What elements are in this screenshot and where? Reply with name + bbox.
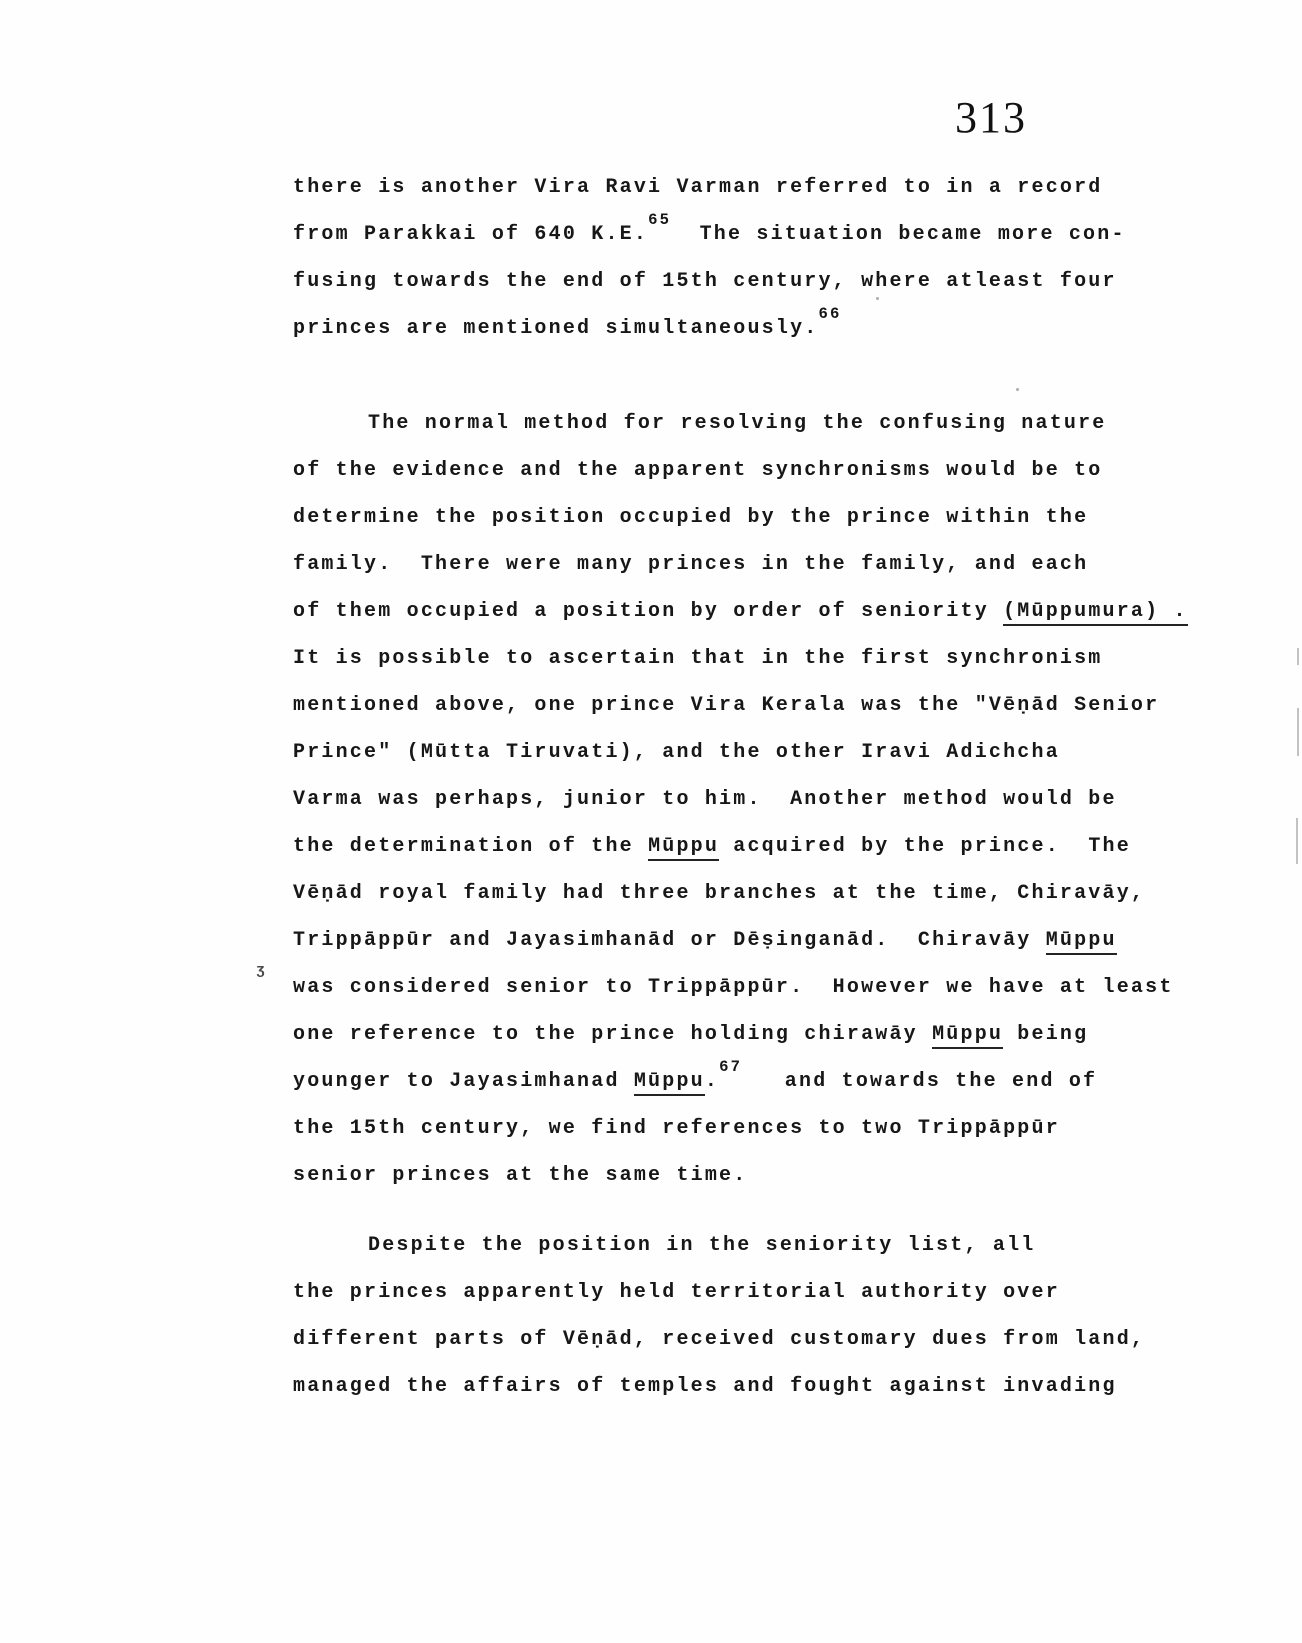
paragraph [293, 164, 1203, 352]
text-segment: Despite the position in the seniority list, all [368, 1234, 1036, 1257]
text-segment: one reference to the prince holding chirawāy [293, 1023, 933, 1046]
margin-stroke [1296, 818, 1298, 864]
text-line [293, 964, 1203, 1011]
text-segment: and towards the end of [742, 1070, 1098, 1093]
text-line [293, 494, 1203, 541]
footnote-ref: 66 [818, 305, 842, 324]
text-line [293, 164, 1203, 211]
text-line [293, 1222, 1203, 1269]
text-line [293, 588, 1203, 635]
text-line [293, 1152, 1203, 1199]
text-segment: of the evidence and the apparent synchronisms would be to [293, 459, 1103, 482]
text-line [293, 1269, 1203, 1316]
margin-mark-glyph: ʒ [256, 962, 266, 979]
text-segment: acquired by the prince. The [719, 835, 1131, 858]
text-segment: of them occupied a position by order of seniority [293, 600, 1004, 623]
text-line [293, 776, 1203, 823]
text-segment: determine the position occupied by the prince within the [293, 506, 1089, 529]
text-segment: The situation became more con- [671, 223, 1126, 246]
text-segment: fusing towards the end of 15th century, where atleast four [293, 270, 1117, 293]
paragraph [293, 1222, 1203, 1410]
footnote-ref: 65 [648, 211, 672, 230]
text-segment: from Parakkai of 640 K.E. [293, 223, 649, 246]
text-line [293, 1011, 1203, 1058]
text-line [293, 1363, 1203, 1410]
text-line [293, 541, 1203, 588]
text-segment: The normal method for resolving the confusing nature [368, 412, 1107, 435]
text-line [293, 917, 1203, 964]
text-segment: Prince" (Mūtta Tiruvati), and the other Iravi Adichcha [293, 741, 1060, 764]
text-segment: Varma was perhaps, junior to him. Another method would be [293, 788, 1117, 811]
text-line [293, 870, 1203, 917]
underlined-term: Mūppu [932, 1023, 1003, 1049]
text-segment: Trippāppūr and Jayasimhanād or Dēṣinganād. Chiravāy [293, 929, 1046, 952]
text-segment: family. There were many princes in the family, and each [293, 553, 1089, 576]
text-line [293, 258, 1203, 305]
page-number: 313 [955, 93, 1027, 142]
scan-speck [876, 297, 879, 300]
scan-speck [1016, 388, 1019, 391]
text-segment: princes are mentioned simultaneously. [293, 317, 819, 340]
margin-stroke [1297, 648, 1299, 665]
text-block [293, 164, 1203, 1410]
text-segment: the princes apparently held territorial authority over [293, 1281, 1060, 1304]
text-segment: mentioned above, one prince Vira Kerala was the "Vēṇād Senior [293, 694, 1160, 717]
text-segment: being [1003, 1023, 1089, 1046]
underlined-term: (Mūppumura) . [1003, 600, 1188, 626]
text-line [293, 1316, 1203, 1363]
text-segment: younger to Jayasimhanad [293, 1070, 634, 1093]
text-line [293, 447, 1203, 494]
text-segment: there is another Vira Ravi Varman referred to in a record [293, 176, 1103, 199]
underlined-term: Mūppu [648, 835, 719, 861]
text-segment: senior princes at the same time. [293, 1164, 748, 1187]
text-line [293, 400, 1203, 447]
underlined-term: Mūppu [1046, 929, 1117, 955]
underlined-term: Mūppu [634, 1070, 705, 1096]
text-line [293, 305, 1203, 352]
text-segment: the 15th century, we find references to two Trippāppūr [293, 1117, 1060, 1140]
text-line [293, 682, 1203, 729]
text-segment: was considered senior to Trippāppūr. However we have at least [293, 976, 1174, 999]
text-segment: It is possible to ascertain that in the first synchronism [293, 647, 1103, 670]
text-segment: the determination of the [293, 835, 649, 858]
text-line [293, 211, 1203, 258]
text-segment: different parts of Vēṇād, received customary dues from land, [293, 1328, 1146, 1351]
text-line [293, 729, 1203, 776]
text-segment: managed the affairs of temples and fought against invading [293, 1375, 1117, 1398]
text-line [293, 1105, 1203, 1152]
text-segment: . [704, 1070, 720, 1093]
text-line [293, 823, 1203, 870]
text-line [293, 1058, 1203, 1105]
text-line [293, 635, 1203, 682]
margin-stroke [1297, 708, 1299, 756]
footnote-ref: 67 [719, 1058, 743, 1077]
text-segment: Vēṇād royal family had three branches at the time, Chiravāy, [293, 882, 1146, 905]
paragraph [293, 400, 1203, 1199]
